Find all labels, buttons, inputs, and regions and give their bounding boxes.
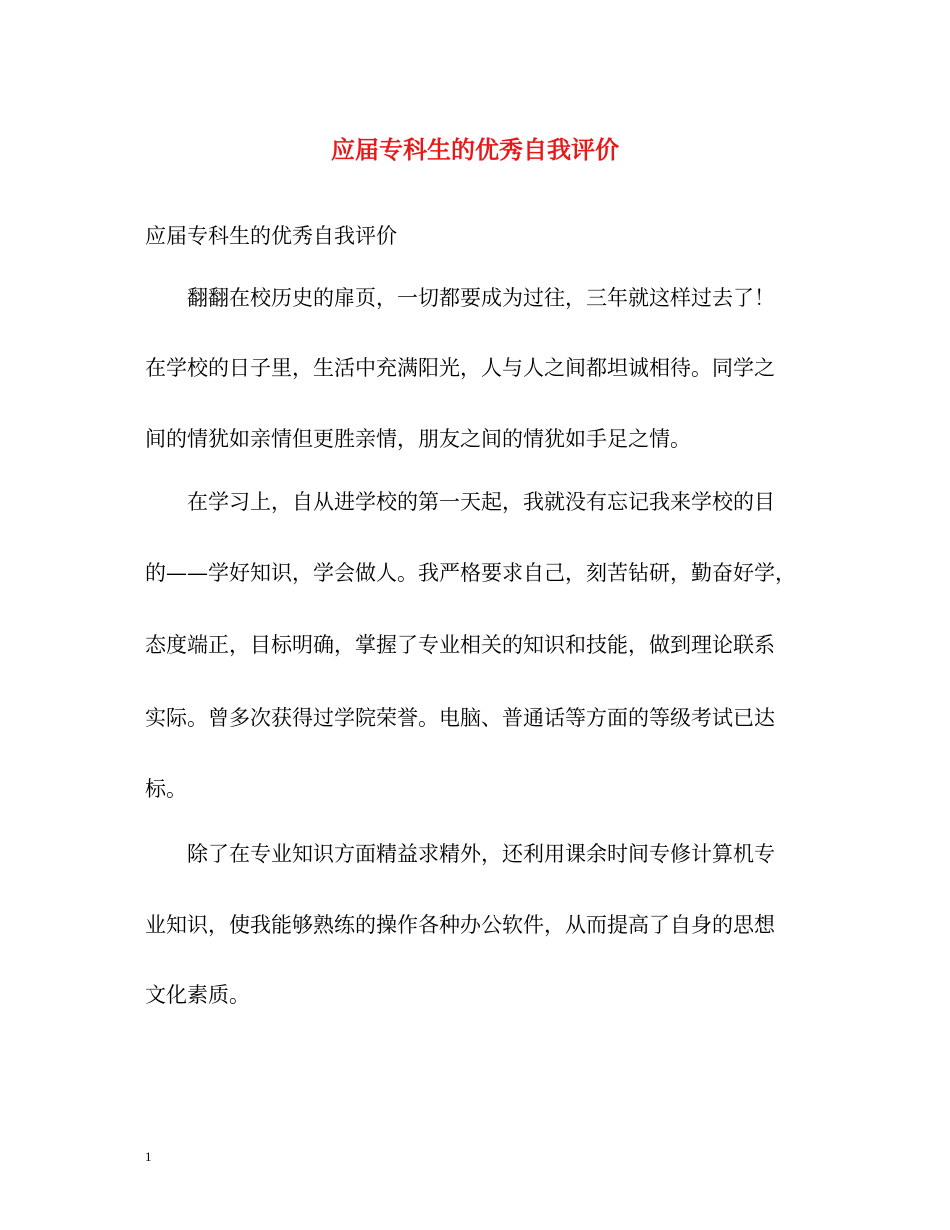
document-title: 应届专科生的优秀自我评价 [331, 135, 619, 164]
paragraph-line: 态度端正，目标明确，掌握了专业相关的知识和技能，做到理论联系 [145, 633, 775, 657]
paragraph-line: 间的情犹如亲情但更胜亲情，朋友之间的情犹如手足之情。 [145, 427, 691, 451]
paragraph-line: 的——学好知识，学会做人。我严格要求自己，刻苦钻研，勤奋好学， [145, 561, 796, 585]
paragraph-line: 实际。曾多次获得过学院荣誉。电脑、普通话等方面的等级考试已达 [145, 706, 775, 730]
paragraph-line: 业知识，使我能够熟练的操作各种办公软件，从而提高了自身的思想 [145, 913, 775, 937]
paragraph-line: 在学习上，自从进学校的第一天起，我就没有忘记我来学校的目 [187, 490, 775, 514]
paragraph-line: 除了在专业知识方面精益求精外，还利用课余时间专修计算机专 [187, 842, 775, 866]
paragraph-line: 在学校的日子里，生活中充满阳光，人与人之间都坦诚相待。同学之 [145, 356, 775, 380]
paragraph-line: 文化素质。 [145, 983, 250, 1007]
paragraph-line: 标。 [145, 777, 187, 801]
page-number: 1 [145, 1149, 152, 1164]
document-subtitle: 应届专科生的优秀自我评价 [145, 224, 397, 248]
paragraph-line: 翻翻在校历史的扉页，一切都要成为过往，三年就这样过去了！ [187, 286, 775, 310]
